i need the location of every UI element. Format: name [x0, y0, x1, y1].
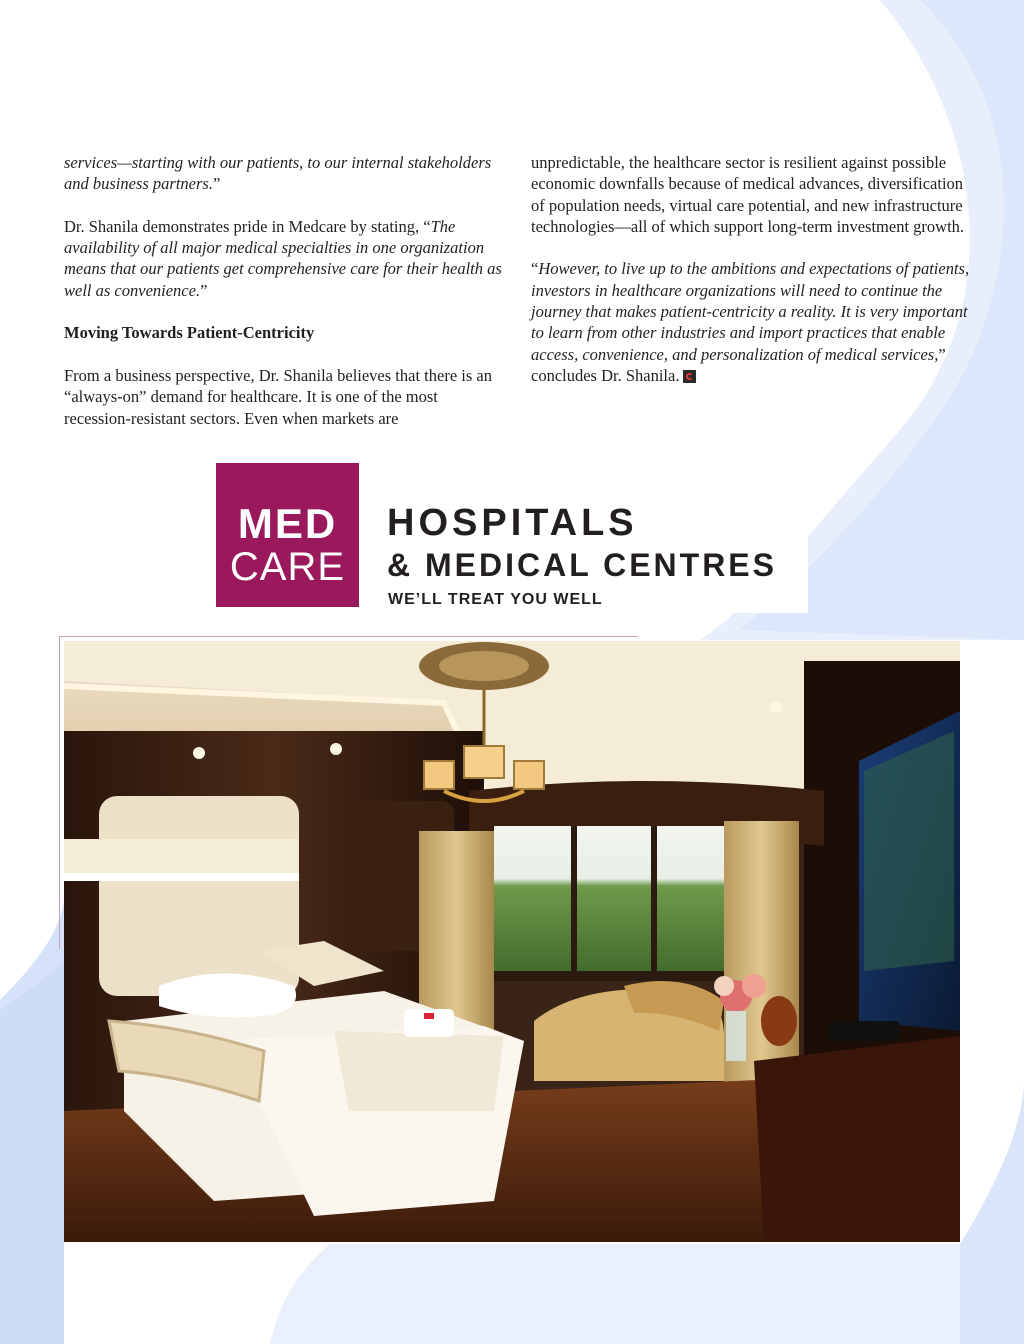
article-paragraph	[531, 258, 971, 386]
article-paragraph	[64, 152, 504, 195]
logo-mark-top: MED	[237, 500, 338, 547]
paragraph-tail: ” concludes Dr. Shanila.	[531, 344, 946, 385]
article-left-column	[64, 152, 504, 450]
end-of-article-icon	[683, 370, 696, 383]
article-paragraph: From a business perspective, Dr. Shanila believes that there is an “always-on” demand for healthcare. It is one of the most recession-resistant sectors. Even when markets are	[64, 365, 492, 428]
paragraph-lead: Dr. Shanila demonstrates pride in Medcare by stating, “	[64, 216, 431, 236]
logo-line-2: & MEDICAL CENTRES	[387, 547, 777, 583]
logo-mark-bottom: CARE	[229, 545, 346, 589]
quote-text: However, to live up to the ambitions and expectations of patients, investors in healthcare organizations will need to continue the journey that makes patient-centricity a reality. It is very important to learn from other industries and import practices that enable access, convenience, and personalization of medical services,	[531, 259, 970, 364]
article-right-column	[531, 152, 971, 408]
logo-line-1: HOSPITALS	[387, 502, 638, 544]
quote-text: The availability of all major medical specialties in one organization means that our patients get comprehensive care for their health as well as convenience.	[64, 216, 502, 300]
quote-open: “	[531, 259, 539, 279]
quote-close: ”	[200, 280, 208, 300]
section-heading: Moving Towards Patient-Centricity	[64, 323, 315, 343]
logo-tagline: WE’LL TREAT YOU WELL	[388, 591, 603, 608]
article-paragraph	[64, 216, 504, 301]
quote-text: services—starting with our patients, to our internal stakeholders and business partners.	[64, 153, 492, 194]
article-paragraph: unpredictable, the healthcare sector is resilient against possible economic downfalls because of medical advances, diversification of population needs, virtual care potential, and new infrastructure technologies—all of which support long-term investment growth.	[531, 153, 965, 236]
logo-mark	[216, 463, 359, 607]
quote-close: ”	[212, 174, 221, 194]
hospital-room-illustration	[64, 641, 960, 1242]
hospital-room-photo	[64, 641, 960, 1242]
medcare-logo	[216, 463, 808, 613]
